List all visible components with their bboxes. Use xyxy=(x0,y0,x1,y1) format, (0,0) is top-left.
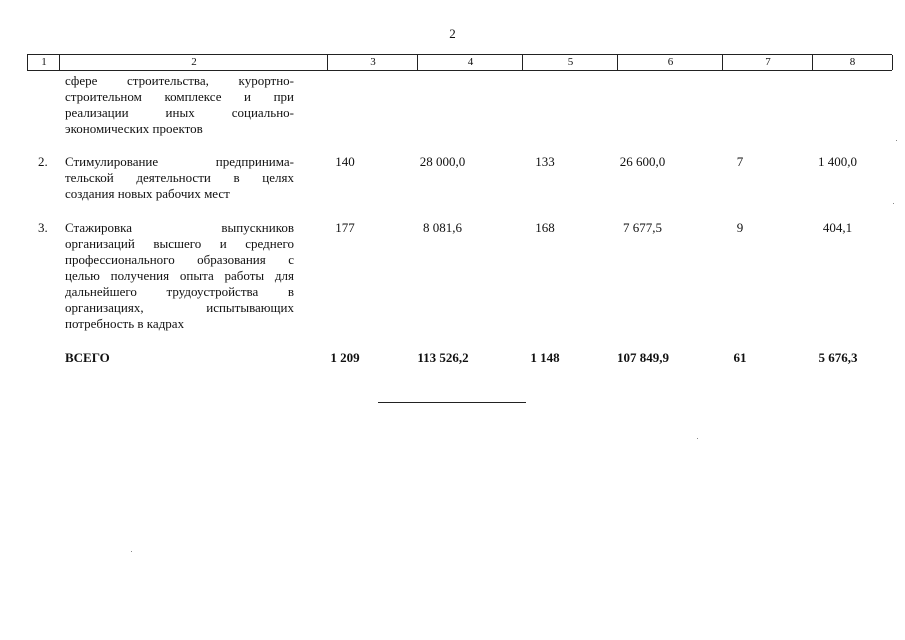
cell-col-7: 7 xyxy=(736,154,744,169)
header-col-8: 8 xyxy=(812,55,893,70)
cell-col-5: 168 xyxy=(535,220,555,235)
total-col-7: 61 xyxy=(733,350,747,365)
table-header-row xyxy=(27,54,892,71)
scan-speck xyxy=(896,140,897,141)
row-description xyxy=(65,154,294,202)
cell-col-6: 7 677,5 xyxy=(623,220,662,235)
row-description-line: дальнейшего трудоустройства в xyxy=(65,284,294,299)
end-rule xyxy=(378,402,526,403)
total-col-8: 5 676,3 xyxy=(818,350,858,365)
header-col-1: 1 xyxy=(27,55,60,70)
header-col-5: 5 xyxy=(522,55,618,70)
scan-speck xyxy=(697,438,698,439)
row-description xyxy=(65,220,294,332)
cell-col-6: 26 600,0 xyxy=(619,154,666,169)
row-description-line: Стимулирование предпринима- xyxy=(65,154,294,169)
cell-col-3: 177 xyxy=(335,220,355,235)
header-col-3: 3 xyxy=(327,55,418,70)
cell-col-3: 140 xyxy=(335,154,355,169)
header-col-4: 4 xyxy=(417,55,523,70)
total-col-5: 1 148 xyxy=(530,350,560,365)
continued-line: строительном комплексе и при xyxy=(65,89,294,104)
row-description-line: создания новых рабочих мест xyxy=(65,186,230,201)
row-description-line: Стажировка выпускников xyxy=(65,220,294,235)
continued-line: реализации иных социально- xyxy=(65,105,294,120)
total-label: ВСЕГО xyxy=(65,350,110,365)
row-description-line: профессионального образования с xyxy=(65,252,294,267)
row-description-line: организациях, испытывающих xyxy=(65,300,294,315)
row-description-line: тельской деятельности в целях xyxy=(65,170,294,185)
total-col-3: 1 209 xyxy=(330,350,360,365)
row-number: 2. xyxy=(38,154,48,169)
cell-col-8: 1 400,0 xyxy=(818,154,857,169)
total-col-4: 113 526,2 xyxy=(417,350,469,365)
cell-col-7: 9 xyxy=(736,220,744,235)
row-description-line: организаций высшего и среднего xyxy=(65,236,294,251)
cell-col-4: 28 000,0 xyxy=(419,154,466,169)
scan-speck xyxy=(893,203,894,204)
header-col-6: 6 xyxy=(617,55,723,70)
cell-col-5: 133 xyxy=(535,154,555,169)
row-description-line: целью получения опыта работы для xyxy=(65,268,294,283)
scan-speck xyxy=(131,551,132,552)
header-col-2: 2 xyxy=(59,55,328,70)
cell-col-4: 8 081,6 xyxy=(423,220,462,235)
row-number: 3. xyxy=(38,220,48,235)
header-col-7: 7 xyxy=(722,55,813,70)
continued-line: экономических проектов xyxy=(65,121,203,136)
page-number: 2 xyxy=(449,26,456,41)
cell-col-8: 404,1 xyxy=(822,220,853,235)
row-description-line: потребность в кадрах xyxy=(65,316,185,331)
continued-description xyxy=(65,73,294,137)
total-col-6: 107 849,9 xyxy=(617,350,669,365)
continued-line: сфере строительства, курортно- xyxy=(65,73,294,88)
